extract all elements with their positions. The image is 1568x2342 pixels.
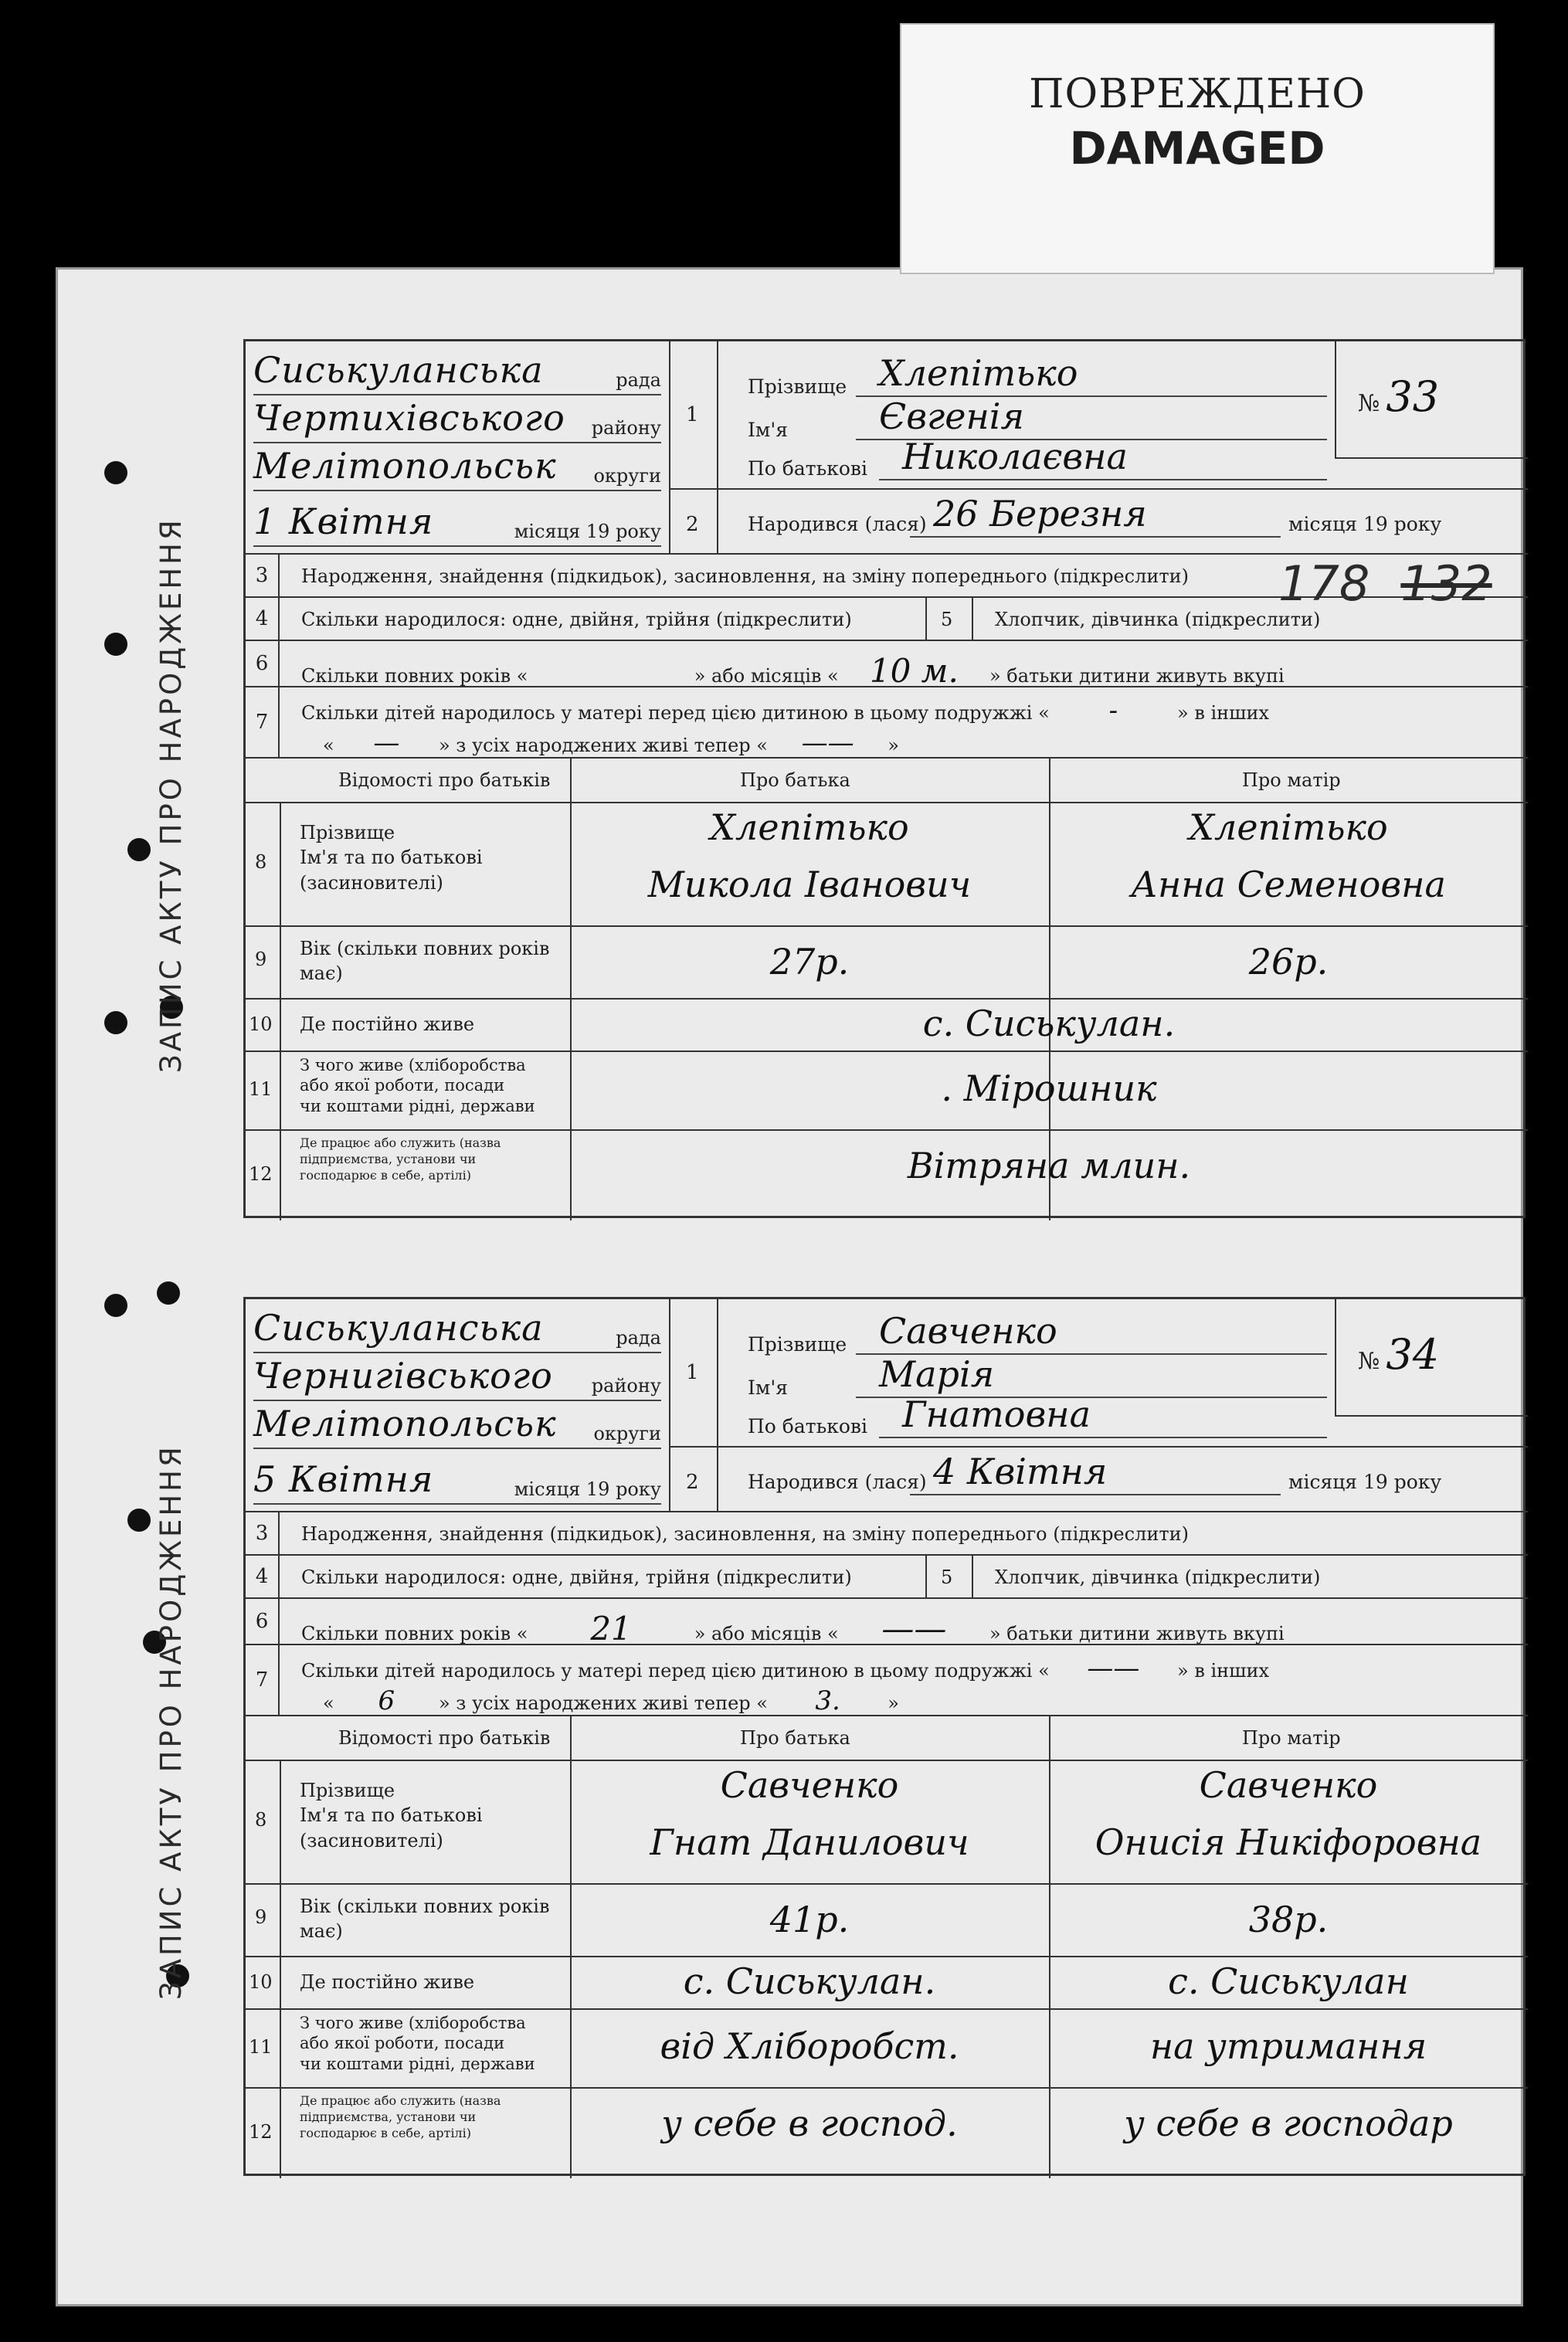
row-6-months: 10 м. <box>869 652 959 690</box>
divider <box>717 1299 718 1512</box>
row-12-label: Де працює або служить (назва підприємства, установи чи господарює в себе, артілі) <box>300 1135 501 1183</box>
row-number-12: 12 <box>249 1163 273 1185</box>
row-7-label-a: Скільки дітей народилось у матері перед цією дитиною в цьому подружжі « <box>301 702 1050 724</box>
surname-value: Хлепітько <box>879 352 1078 394</box>
row-number-7: 7 <box>246 1645 280 1715</box>
birth-date: 4 Квітня <box>933 1451 1108 1492</box>
parents-table <box>246 759 1528 1220</box>
divider <box>925 1556 927 1597</box>
row-3 <box>246 1512 1528 1556</box>
surname-line <box>856 352 1327 397</box>
row-7-label-c: « <box>323 1692 334 1714</box>
row-6-label-c: » батьки дитини живуть вкупі <box>989 665 1285 687</box>
punch-hole <box>104 1294 127 1317</box>
row-11-label: З чого живе (хліборобства або якої роботи, посади чи коштами рідні, держави <box>300 1056 535 1115</box>
punch-hole <box>157 1281 180 1305</box>
divider <box>246 1760 1528 1761</box>
row-10-label: Де постійно живе <box>300 1971 475 1993</box>
divider <box>972 1556 973 1597</box>
parents-header: Відомості про батьків <box>338 769 551 791</box>
row-7-label-b: » в інших <box>1177 702 1270 724</box>
divider <box>246 1956 1528 1957</box>
record-number <box>1358 372 1439 421</box>
okrug-label: округи <box>593 465 661 487</box>
patronymic-label: По батькові <box>748 1415 867 1437</box>
row-7-alive: 3. <box>815 1685 840 1716</box>
divider <box>669 1446 1528 1448</box>
divider <box>246 998 1528 1000</box>
name-label: Ім'я <box>748 1376 788 1399</box>
row-number-9: 9 <box>255 1906 267 1928</box>
record-number-value: 34 <box>1386 1330 1440 1379</box>
row-7-label-b: » в інших <box>1177 1660 1270 1682</box>
rada-value: Сиськуланська <box>253 1307 544 1349</box>
surname-value: Савченко <box>879 1310 1057 1352</box>
row-7-label-a: Скільки дітей народилось у матері перед цією дитиною в цьому подружжі « <box>301 1660 1050 1682</box>
shared-occupation: . Мірошник <box>941 1067 1157 1109</box>
rayon-value: Чертихівського <box>253 397 565 439</box>
row-6 <box>246 1599 1528 1648</box>
divider <box>246 2087 1528 2089</box>
divider <box>1335 1299 1336 1415</box>
okrug-line <box>253 445 661 491</box>
row-4 <box>246 598 1528 641</box>
mother-name: Анна Семеновна <box>1131 864 1446 905</box>
mother-surname: Савченко <box>1199 1764 1378 1806</box>
side-title: ЗАПИС АКТУ ПРО НАРОДЖЕННЯ <box>154 1444 188 2000</box>
okrug-line <box>253 1403 661 1449</box>
record-header <box>246 1299 1528 1512</box>
punch-hole <box>104 1011 127 1034</box>
punch-hole <box>127 838 151 861</box>
divider <box>246 1051 1528 1052</box>
name-value: Євгенія <box>879 395 1024 437</box>
parents-table <box>246 1716 1528 2178</box>
divider <box>570 1716 572 2178</box>
row-7-line-1 <box>301 695 1269 726</box>
registration-year-label: місяця 19 року <box>514 1478 661 1500</box>
patronymic-line <box>879 1393 1327 1438</box>
row-7-label-c: « <box>323 735 334 756</box>
divider <box>246 1129 1528 1131</box>
surname-line <box>856 1310 1327 1355</box>
row-number-8: 8 <box>255 851 267 873</box>
mother-name: Онисія Никіфоровна <box>1095 1821 1482 1863</box>
row-7-alive: —— <box>801 728 854 759</box>
rayon-line <box>253 1355 661 1401</box>
row-7-label-d: » з усіх народжених живі тепер « <box>438 735 768 756</box>
row-3-text: Народження, знайдення (підкидьок), засиновлення, на зміну попереднього (підкреслити) <box>301 1523 1189 1545</box>
rada-line <box>253 1307 661 1353</box>
row-7-line-2 <box>323 1685 899 1716</box>
punch-hole <box>127 1509 151 1532</box>
row-6-text <box>301 1610 1285 1648</box>
divider <box>1335 457 1528 459</box>
row-9-label: Вік (скільки повних років має) <box>300 1896 550 1943</box>
row-6 <box>246 641 1528 690</box>
row-3-text: Народження, знайдення (підкидьок), засиновлення, на зміну попереднього (підкреслити) <box>301 565 1189 587</box>
row-7-line-2 <box>323 728 899 759</box>
row-6-text <box>301 652 1285 690</box>
registration-block <box>246 1299 669 1512</box>
row-number-1: 1 <box>686 1361 699 1384</box>
father-age: 27р. <box>769 941 850 983</box>
rayon-line <box>253 397 661 443</box>
row-5-text: Хлопчик, дівчинка (підкреслити) <box>995 609 1321 630</box>
row-number-10: 10 <box>249 1013 273 1035</box>
row-6-label-a: Скільки повних років « <box>301 665 528 687</box>
registration-block <box>246 341 669 555</box>
row-12-label: Де працює або служить (назва підприємства, установи чи господарює в себе, артілі) <box>300 2093 501 2140</box>
row-number-6: 6 <box>246 1599 280 1644</box>
registration-year-label: місяця 19 року <box>514 521 661 542</box>
birth-record <box>243 339 1526 1218</box>
side-title: ЗАПИС АКТУ ПРО НАРОДЖЕННЯ <box>154 517 188 1073</box>
row-6-years: 21 <box>590 1610 632 1648</box>
row-9-label: Вік (скільки повних років має) <box>300 938 550 985</box>
rada-label: рада <box>616 369 661 391</box>
born-suffix: місяця 19 року <box>1288 1471 1442 1493</box>
record-number-label: № <box>1358 1348 1380 1375</box>
page-number-old: 132 <box>1400 555 1492 612</box>
row-number-2: 2 <box>686 513 699 536</box>
registration-date-line <box>253 1458 661 1505</box>
father-header: Про батька <box>740 1727 850 1749</box>
father-name: Микола Іванович <box>647 864 972 905</box>
divider <box>1335 341 1336 457</box>
patronymic-value: Николаєвна <box>902 436 1128 477</box>
row-6-months: —— <box>881 1610 947 1648</box>
name-value: Марія <box>879 1353 995 1395</box>
born-suffix: місяця 19 року <box>1288 513 1442 535</box>
mother-workplace: у себе в господар <box>1124 2103 1453 2144</box>
row-10-label: Де постійно живе <box>300 1013 475 1035</box>
divider <box>280 1760 281 2178</box>
mother-header: Про матір <box>1242 1727 1341 1749</box>
divider <box>669 1299 670 1512</box>
row-number-4: 4 <box>246 598 280 640</box>
surname-label: Прізвище <box>748 1333 847 1356</box>
okrug-label: округи <box>593 1423 661 1444</box>
registration-date: 5 Квітня <box>253 1458 434 1500</box>
row-6-label-c: » батьки дитини живуть вкупі <box>989 1623 1285 1644</box>
rada-line <box>253 349 661 395</box>
row-number-7: 7 <box>246 687 280 757</box>
row-3 <box>246 555 1528 598</box>
divider <box>246 802 1528 803</box>
row-7-label-e: » <box>888 735 899 756</box>
okrug-value: Мелітопольськ <box>253 445 557 487</box>
divider <box>280 802 281 1220</box>
father-name: Гнат Данилович <box>650 1821 969 1863</box>
row-number-5: 5 <box>941 609 953 630</box>
row-7-other: 6 <box>378 1685 395 1716</box>
row-8-label: Прізвище Ім'я та по батькові (засиновителі) <box>300 822 483 894</box>
row-7-before: - <box>1108 695 1118 726</box>
row-7-label-d: » з усіх народжених живі тепер « <box>438 1692 768 1714</box>
father-header: Про батька <box>740 769 850 791</box>
mother-age: 26р. <box>1248 941 1329 983</box>
divider <box>972 598 973 640</box>
registration-date: 1 Квітня <box>253 501 434 542</box>
row-number-3: 3 <box>246 1512 280 1554</box>
rayon-label: району <box>591 1375 661 1397</box>
row-7-other: — <box>373 728 400 759</box>
birth-date: 26 Березня <box>933 493 1147 535</box>
row-4-text: Скільки народилося: одне, двійня, трійня (підкреслити) <box>301 609 852 630</box>
rada-value: Сиськуланська <box>253 349 544 391</box>
divider <box>925 598 927 640</box>
divider <box>1335 1415 1528 1417</box>
row-number-11: 11 <box>249 1078 273 1100</box>
divider <box>570 759 572 1220</box>
row-number-5: 5 <box>941 1566 953 1588</box>
okrug-value: Мелітопольськ <box>253 1403 557 1444</box>
name-label: Ім'я <box>748 419 788 441</box>
born-line <box>910 493 1281 538</box>
patronymic-label: По батькові <box>748 457 867 480</box>
row-6-label-b: » або місяців « <box>694 1623 839 1644</box>
mother-age: 38р. <box>1248 1899 1329 1940</box>
parents-header: Відомості про батьків <box>338 1727 551 1749</box>
divider <box>246 2008 1528 2010</box>
divider <box>669 488 1528 490</box>
row-7-line-1 <box>301 1653 1269 1684</box>
row-number-10: 10 <box>249 1971 273 1993</box>
row-number-3: 3 <box>246 555 280 596</box>
record-number-label: № <box>1358 390 1380 417</box>
row-7 <box>246 1645 1528 1716</box>
divider <box>1049 1716 1050 2178</box>
row-4 <box>246 1556 1528 1599</box>
row-4-text: Скільки народилося: одне, двійня, трійня (підкреслити) <box>301 1566 852 1588</box>
divider <box>246 1883 1528 1885</box>
row-number-2: 2 <box>686 1471 699 1494</box>
stamp-line-en: DAMAGED <box>1069 122 1325 175</box>
father-age: 41р. <box>769 1899 850 1940</box>
patronymic-line <box>879 436 1327 480</box>
document-page <box>56 267 1523 2306</box>
name-line <box>856 395 1327 440</box>
mother-occupation: на утримання <box>1149 2025 1427 2067</box>
born-label: Народився (лася) <box>748 1471 927 1493</box>
father-workplace: у себе в господ. <box>661 2103 958 2144</box>
name-line <box>856 1353 1327 1398</box>
row-6-label-a: Скільки повних років « <box>301 1623 528 1644</box>
stamp-line-ru: ПОВРЕЖДЕНО <box>1029 71 1366 117</box>
row-number-6: 6 <box>246 641 280 686</box>
row-7-before: —— <box>1087 1653 1140 1684</box>
shared-workplace: Вітряна млин. <box>907 1145 1191 1186</box>
rayon-label: району <box>591 417 661 439</box>
row-number-11: 11 <box>249 2036 273 2058</box>
divider <box>717 341 718 555</box>
punch-hole <box>104 461 127 484</box>
punch-hole <box>104 633 127 656</box>
father-occupation: від Хліборобст. <box>660 2025 959 2067</box>
row-7-label-e: » <box>888 1692 899 1714</box>
row-8-label: Прізвище Ім'я та по батькові (засиновителі) <box>300 1780 483 1852</box>
row-number-8: 8 <box>255 1809 267 1831</box>
born-label: Народився (лася) <box>748 513 927 535</box>
mother-surname: Хлепітько <box>1189 806 1388 848</box>
divider <box>669 341 670 555</box>
row-number-1: 1 <box>686 403 699 426</box>
father-surname: Савченко <box>720 1764 899 1806</box>
row-number-9: 9 <box>255 949 267 970</box>
record-number-value: 33 <box>1386 372 1440 421</box>
page-number-current: 178 <box>1278 555 1370 612</box>
born-line <box>910 1451 1281 1495</box>
damaged-stamp <box>900 23 1495 274</box>
father-residence: с. Сиськулан. <box>683 1960 936 2002</box>
divider <box>246 925 1528 927</box>
mother-residence: с. Сиськулан <box>1168 1960 1409 2002</box>
shared-residence: с. Сиськулан. <box>922 1003 1176 1044</box>
record-header <box>246 341 1528 555</box>
patronymic-value: Гнатовна <box>902 1393 1091 1435</box>
row-11-label: З чого живе (хліборобства або якої роботи, посади чи коштами рідні, держави <box>300 2014 535 2073</box>
surname-label: Прізвище <box>748 375 847 398</box>
record-number <box>1358 1330 1439 1379</box>
row-7 <box>246 687 1528 759</box>
registration-date-line <box>253 501 661 547</box>
mother-header: Про матір <box>1242 769 1341 791</box>
row-number-12: 12 <box>249 2121 273 2143</box>
row-6-label-b: » або місяців « <box>694 665 839 687</box>
rayon-value: Чернигівського <box>253 1355 553 1397</box>
birth-record <box>243 1297 1526 2176</box>
father-surname: Хлепітько <box>710 806 909 848</box>
row-number-4: 4 <box>246 1556 280 1597</box>
row-5-text: Хлопчик, дівчинка (підкреслити) <box>995 1566 1321 1588</box>
rada-label: рада <box>616 1327 661 1349</box>
